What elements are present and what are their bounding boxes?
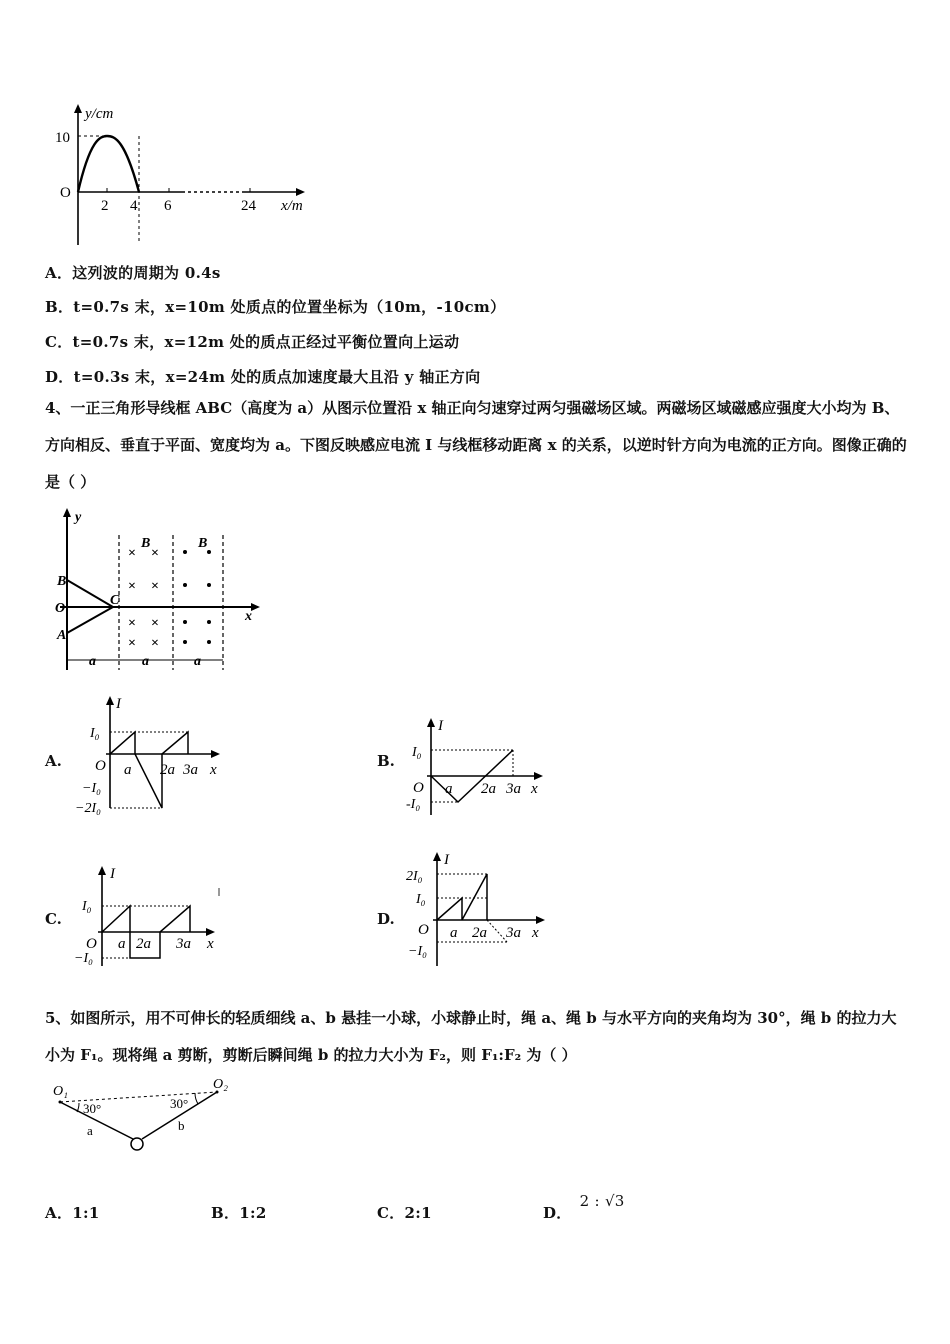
svg-text:O: O	[418, 922, 429, 938]
svg-text:×: ×	[128, 579, 136, 594]
svg-text:x: x	[531, 781, 538, 797]
svg-text:I: I	[110, 866, 115, 882]
q4-field-figure	[55, 505, 265, 675]
svg-text:I₀: I₀	[416, 892, 426, 907]
svg-text:O: O	[86, 936, 97, 952]
x-axis-label: x/m	[281, 198, 303, 214]
x-tick-24: 24	[241, 198, 256, 214]
svg-text:B: B	[198, 536, 208, 551]
svg-text:I₀: I₀	[90, 726, 100, 741]
q4-option-d-label[interactable]: D.	[377, 910, 395, 928]
scan-mark	[218, 888, 220, 896]
svg-text:×: ×	[151, 546, 159, 561]
svg-text:×: ×	[151, 579, 159, 594]
x-tick-2: 2	[101, 198, 109, 214]
q5-rope-figure	[45, 1075, 235, 1160]
svg-text:×: ×	[128, 636, 136, 651]
ratio-formula: 2 : √3	[579, 1192, 625, 1210]
svg-text:3a: 3a	[183, 762, 198, 778]
svg-text:I: I	[438, 718, 443, 734]
svg-text:a: a	[124, 762, 132, 778]
y-axis-label: y/cm	[85, 106, 114, 122]
q5-option-a[interactable]: A．1:1	[45, 1204, 100, 1222]
q4-option-d-graph[interactable]	[402, 848, 552, 968]
svg-text:2a: 2a	[160, 762, 175, 778]
cross-field	[128, 546, 159, 651]
dot-field	[183, 550, 211, 644]
svg-text:30°: 30°	[170, 1096, 189, 1111]
q4-option-c-graph[interactable]	[72, 862, 227, 970]
svg-text:-I₀: -I₀	[406, 797, 421, 812]
svg-text:30°: 30°	[83, 1101, 102, 1116]
q4-option-a-graph[interactable]	[70, 690, 230, 815]
svg-text:x: x	[532, 925, 539, 941]
svg-text:O: O	[95, 758, 106, 774]
svg-text:O₂: O₂	[213, 1077, 228, 1092]
q5-option-c[interactable]: C．2:1	[377, 1204, 432, 1222]
svg-text:O: O	[55, 601, 66, 616]
y-axis-arrow	[74, 104, 82, 113]
q4-option-c-label[interactable]: C.	[45, 910, 62, 928]
svg-text:×: ×	[128, 546, 136, 561]
svg-text:−I₀: −I₀	[408, 944, 427, 959]
svg-text:2a: 2a	[472, 925, 487, 941]
svg-text:C: C	[110, 593, 120, 608]
q3-option-c[interactable]: C．t=0.7s 末，x=12m 处的质点正经过平衡位置向上运动	[45, 333, 460, 351]
svg-text:I₀: I₀	[82, 899, 92, 914]
svg-text:I₀: I₀	[412, 745, 422, 760]
q4-option-b-label[interactable]: B.	[377, 752, 395, 770]
svg-text:B: B	[141, 536, 151, 551]
svg-text:−2I₀: −2I₀	[75, 801, 101, 815]
svg-text:A: A	[57, 628, 67, 643]
svg-text:−I₀: −I₀	[82, 781, 101, 796]
svg-text:a: a	[87, 1123, 93, 1138]
q3-option-a[interactable]: A．这列波的周期为 0.4s	[45, 264, 221, 282]
x-tick-4: 4	[130, 198, 138, 214]
ball	[131, 1138, 143, 1150]
origin-label: O	[60, 185, 71, 201]
q4-option-b-graph[interactable]	[403, 712, 553, 817]
svg-text:×: ×	[151, 636, 159, 651]
svg-text:3a: 3a	[176, 936, 191, 952]
y-tick-10: 10	[55, 130, 70, 146]
svg-text:a: a	[445, 781, 453, 797]
svg-text:2a: 2a	[136, 936, 151, 952]
svg-text:I: I	[116, 696, 121, 712]
svg-text:2a: 2a	[481, 781, 496, 797]
svg-text:x: x	[245, 609, 252, 624]
q5-option-b[interactable]: B．1:2	[211, 1204, 267, 1222]
svg-text:B: B	[57, 574, 67, 589]
svg-text:x: x	[207, 936, 214, 952]
svg-text:O: O	[413, 780, 424, 796]
q3-option-d[interactable]: D．t=0.3s 末，x=24m 处的质点加速度最大且沿 y 轴正方向	[45, 368, 481, 386]
svg-text:x: x	[210, 762, 217, 778]
svg-text:×: ×	[151, 616, 159, 631]
svg-text:3a: 3a	[506, 925, 521, 941]
svg-text:y: y	[75, 510, 82, 525]
svg-text:3a: 3a	[506, 781, 521, 797]
svg-text:−I₀: −I₀	[74, 951, 93, 966]
svg-text:I: I	[444, 852, 449, 868]
svg-text:a: a	[450, 925, 458, 941]
q4-option-a-label[interactable]: A.	[45, 752, 62, 770]
svg-text:b: b	[178, 1118, 185, 1133]
q4-question-text: 4、一正三角形导线框 ABC（高度为 a）从图示位置沿 x 轴正向匀速穿过两匀强磁场区域。两磁场区域磁感应强度大小均为 B、方向相反、垂直于平面、宽度均为 a。下图反映感应电流 I 与线框移动距离 x 的关系，以逆时针方向为电流的正方向。图像正确的是（ ）	[45, 399, 907, 491]
q5-question-text: 5、如图所示，用不可伸长的轻质细线 a、b 悬挂一小球，小球静止时，绳 a、绳 b 与水平方向的夹角均为 30°，绳 b 的拉力大小为 F₁。现将绳 a 剪断，剪断后瞬间绳 b 的拉力大小为 F₂，则 F₁:F₂ 为（ ）	[45, 1009, 897, 1064]
q5-option-d[interactable]: D．2 : √3	[543, 1192, 625, 1222]
svg-text:a: a	[89, 654, 96, 669]
svg-text:×: ×	[128, 616, 136, 631]
svg-text:a: a	[142, 654, 149, 669]
svg-text:a: a	[194, 654, 201, 669]
wave-curve	[78, 136, 139, 192]
svg-text:2I₀: 2I₀	[406, 869, 423, 884]
q3-option-b[interactable]: B．t=0.7s 末，x=10m 处质点的位置坐标为（10m，-10cm）	[45, 298, 506, 316]
x-axis-arrow	[296, 188, 305, 196]
svg-text:O₁: O₁	[53, 1084, 68, 1099]
svg-text:a: a	[118, 936, 126, 952]
x-tick-6: 6	[164, 198, 172, 214]
wave-graph	[45, 100, 325, 250]
